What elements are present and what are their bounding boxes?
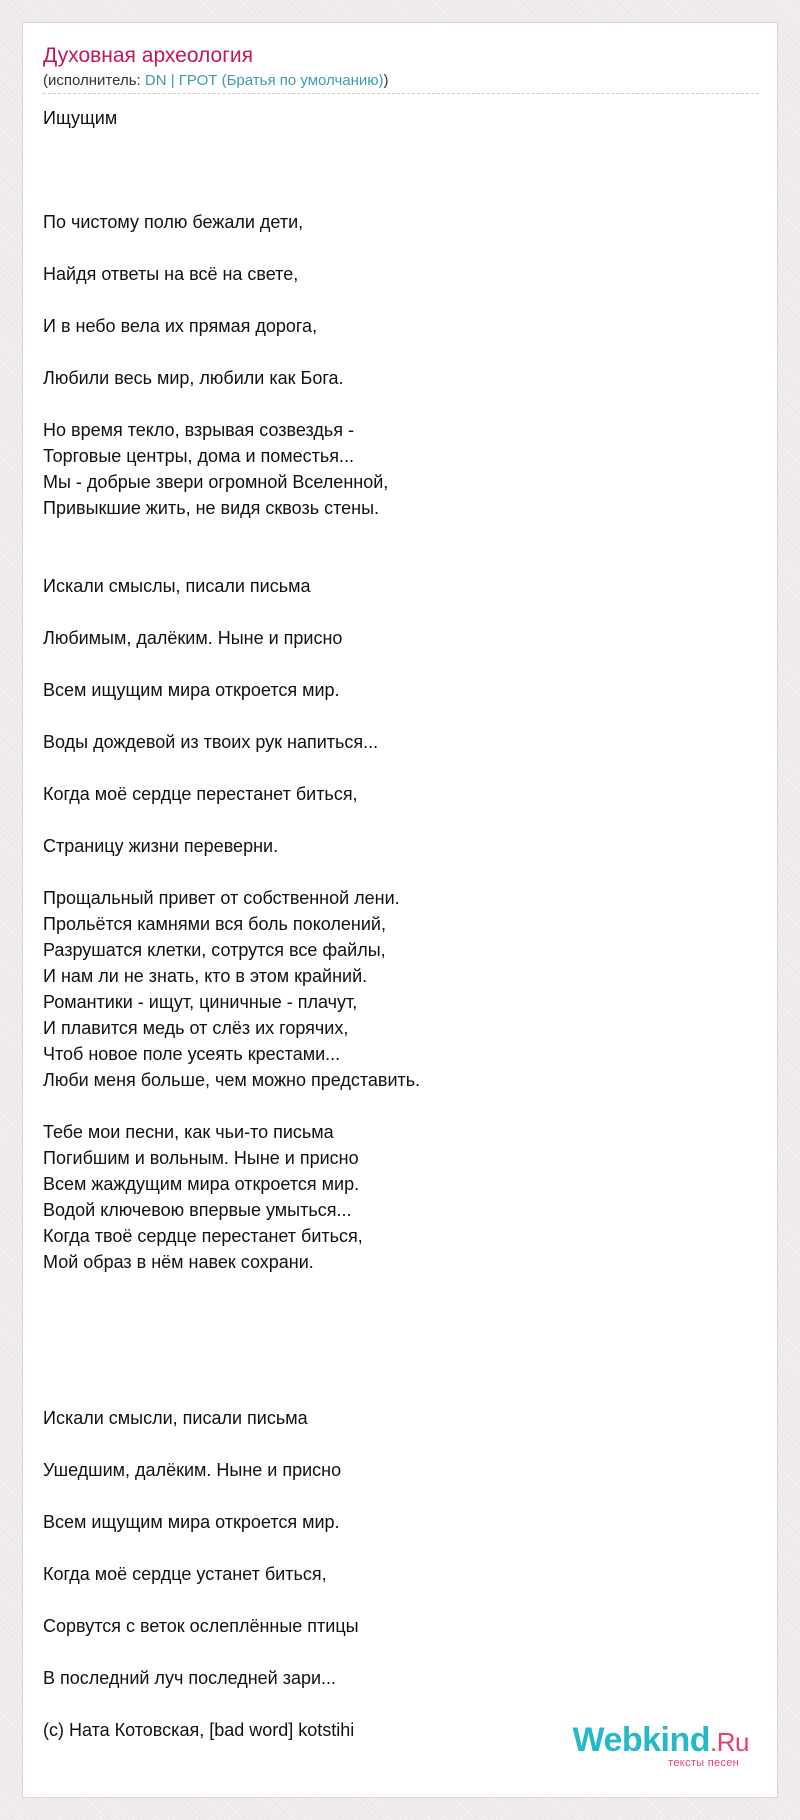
lyrics-blank-line	[43, 339, 759, 365]
lyrics-blank-line	[43, 1275, 759, 1301]
lyrics-blank-line	[43, 651, 759, 677]
artist-link[interactable]: DN | ГРОТ (Братья по умолчанию)	[144, 72, 384, 89]
lyrics-line: Всем ищущим мира откроется мир.	[43, 1512, 340, 1532]
lyrics-line: (c) Ната Котовская, [bad word] kotstihi	[43, 1720, 355, 1740]
lyrics-blank-line	[43, 1535, 759, 1561]
lyrics-blank-line	[43, 1587, 759, 1613]
lyrics-blank-line	[43, 807, 759, 833]
lyrics-blank-line	[43, 183, 759, 209]
lyrics-line: Прощальный привет от собственной лени.	[43, 888, 400, 908]
meta-prefix: (исполнитель:	[43, 72, 141, 89]
lyrics-blank-line	[43, 235, 759, 261]
lyrics-line: Но время текло, взрывая созвездья -	[43, 420, 354, 440]
lyrics-line: Погибшим и вольным. Ныне и присно	[43, 1148, 359, 1168]
lyrics-line: Мы - добрые звери огромной Вселенной,	[43, 472, 389, 492]
meta-suffix: )	[383, 72, 389, 89]
lyrics-blank-line	[43, 1639, 759, 1665]
lyrics-blank-line	[43, 1353, 759, 1379]
lyrics-line: Разрушатся клетки, сотрутся все файлы,	[43, 940, 386, 960]
lyrics-line: Страницу жизни переверни.	[43, 836, 279, 856]
lyrics-blank-line	[43, 599, 759, 625]
lyrics-line: Искали смыслы, писали письма	[43, 576, 311, 596]
song-meta	[43, 71, 759, 94]
lyrics-line: Сорвутся с веток ослеплённые птицы	[43, 1616, 359, 1636]
lyrics-card	[22, 22, 778, 1798]
lyrics-blank-line	[43, 859, 759, 885]
lyrics-line: И нам ли не знать, кто в этом крайний.	[43, 966, 368, 986]
lyrics-line: Привыкшие жить, не видя сквозь стены.	[43, 498, 380, 518]
lyrics-blank-line	[43, 1483, 759, 1509]
lyrics-line: Ушедшим, далёким. Ныне и присно	[43, 1460, 342, 1480]
lyrics-line: Когда твоё сердце перестанет биться,	[43, 1226, 363, 1246]
lyrics-line: Когда моё сердце устанет биться,	[43, 1564, 327, 1584]
lyrics-blank-line	[43, 1431, 759, 1457]
lyrics-blank-line	[43, 391, 759, 417]
lyrics-body	[43, 105, 759, 1743]
lyrics-line: Прольётся камнями вся боль поколений,	[43, 914, 386, 934]
lyrics-blank-line	[43, 1327, 759, 1353]
lyrics-line: Чтоб новое поле усеять крестами...	[43, 1044, 341, 1064]
lyrics-line: Любили весь мир, любили как Бога.	[43, 368, 344, 388]
lyrics-line: И плавится медь от слёз их горячих,	[43, 1018, 349, 1038]
lyrics-line: Романтики - ищут, циничные - плачут,	[43, 992, 358, 1012]
logo-tld: .Ru	[710, 1727, 749, 1757]
lyrics-blank-line	[43, 1301, 759, 1327]
lyrics-line: Люби меня больше, чем можно представить.	[43, 1070, 421, 1090]
lyrics-blank-line	[43, 521, 759, 547]
webkind-logo[interactable]	[559, 1721, 749, 1771]
lyrics-line: Любимым, далёким. Ныне и присно	[43, 628, 343, 648]
lyrics-line: Всем ищущим мира откроется мир.	[43, 680, 340, 700]
logo-wordmark	[572, 1721, 749, 1760]
lyrics-line: Торговые центры, дома и поместья...	[43, 446, 355, 466]
song-title: Духовная археология	[43, 44, 253, 67]
lyrics-blank-line	[43, 755, 759, 781]
lyrics-line: Ищущим	[43, 108, 118, 128]
logo-brand: Webkind	[572, 1721, 711, 1759]
lyrics-blank-line	[43, 1093, 759, 1119]
lyrics-blank-line	[43, 157, 759, 183]
lyrics-line: В последний луч последней зари...	[43, 1668, 337, 1688]
lyrics-line: Всем жаждущим мира откроется мир.	[43, 1174, 360, 1194]
lyrics-line: Мой образ в нём навек сохрани.	[43, 1252, 314, 1272]
song-header	[43, 43, 759, 94]
logo-tagline: тексты песен	[668, 1757, 739, 1769]
lyrics-blank-line	[43, 703, 759, 729]
lyrics-blank-line	[43, 1691, 759, 1717]
lyrics-line: Когда моё сердце перестанет биться,	[43, 784, 358, 804]
lyrics-line: Водой ключевою впервые умыться...	[43, 1200, 352, 1220]
lyrics-line: Найдя ответы на всё на свете,	[43, 264, 299, 284]
lyrics-blank-line	[43, 1379, 759, 1405]
lyrics-blank-line	[43, 547, 759, 573]
lyrics-line: Воды дождевой из твоих рук напиться...	[43, 732, 379, 752]
lyrics-line: Тебе мои песни, как чьи-то письма	[43, 1122, 334, 1142]
lyrics-line: И в небо вела их прямая дорога,	[43, 316, 318, 336]
lyrics-blank-line	[43, 287, 759, 313]
lyrics-line: По чистому полю бежали дети,	[43, 212, 304, 232]
lyrics-blank-line	[43, 131, 759, 157]
lyrics-line: Искали смысли, писали письма	[43, 1408, 308, 1428]
